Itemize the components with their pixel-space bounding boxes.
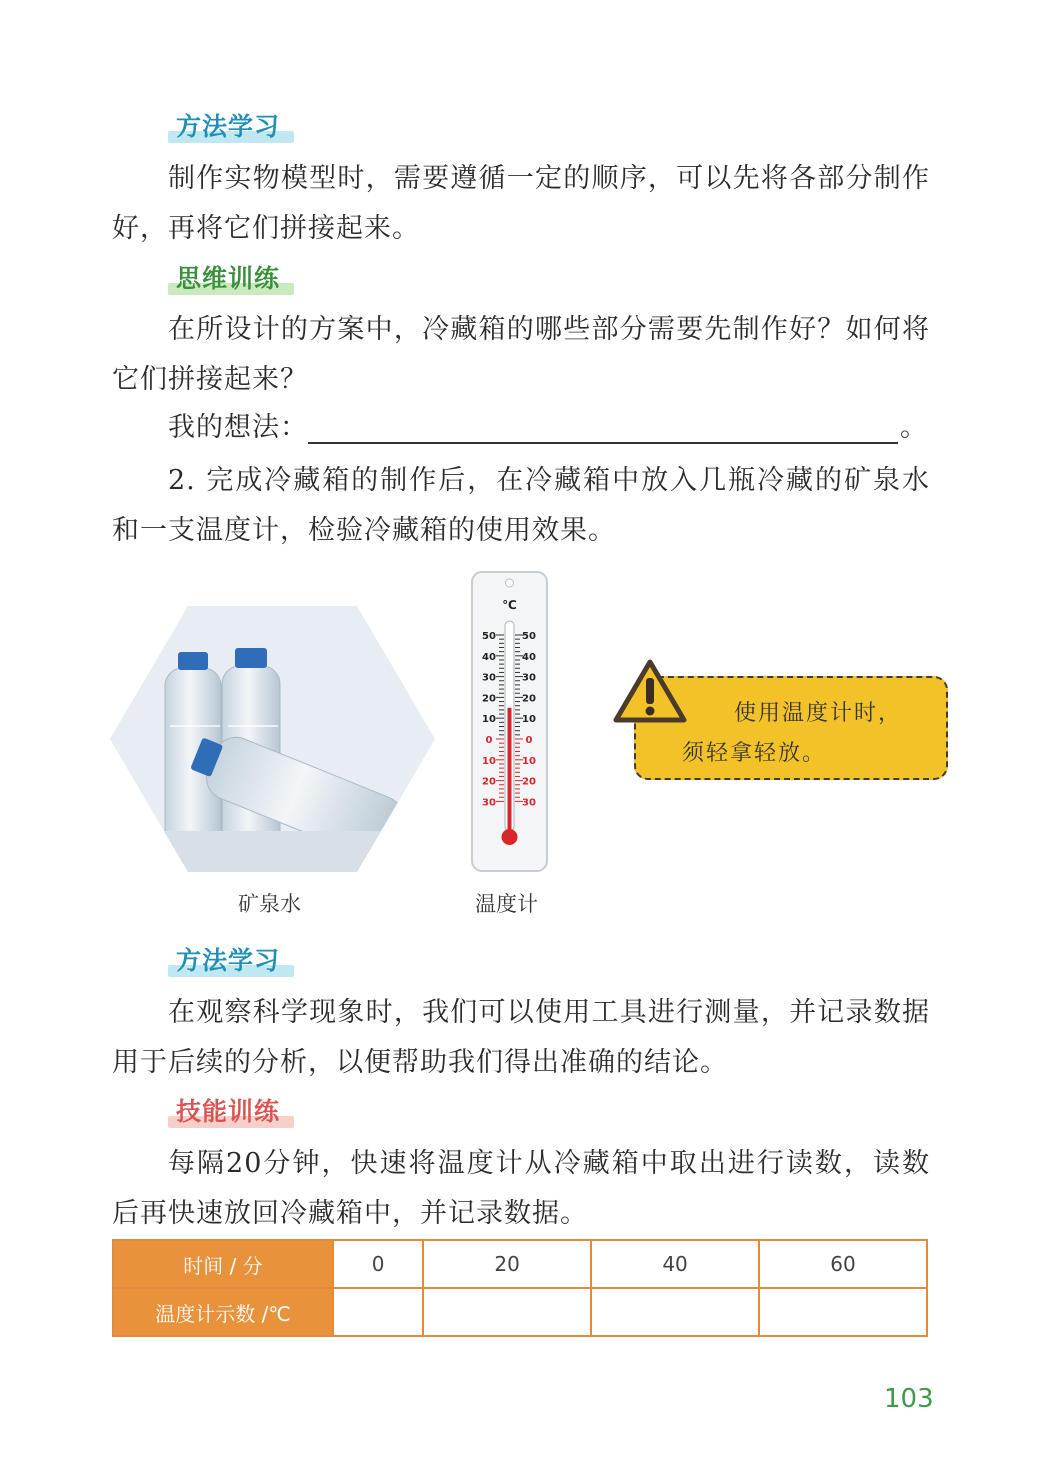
- thermometer-tick-label: 0: [525, 735, 533, 746]
- reading-cell[interactable]: [591, 1288, 759, 1336]
- thermometer-tick-label: 30: [522, 672, 536, 684]
- reading-header: 温度计示数 /℃: [113, 1288, 333, 1336]
- warning-line-1: 使用温度计时，: [734, 701, 903, 726]
- step2-text: 2. 完成冷藏箱的制作后，在冷藏箱中放入几瓶冷藏的矿泉水和一支温度计，检验冷藏箱的使用效果。: [112, 465, 930, 546]
- thermometer-tick-label: 50: [482, 631, 496, 642]
- thermometer-tick-label: 40: [522, 651, 536, 663]
- thermometer-tick-label: 10: [482, 755, 496, 767]
- thermometer-unit: ℃: [502, 598, 517, 612]
- warning-triangle-icon: [613, 658, 687, 724]
- water-bottles-image: [110, 606, 435, 872]
- time-cell: 20: [423, 1240, 591, 1288]
- thermometer-tick-label: 0: [485, 735, 493, 746]
- skill-text: 每隔20分钟，快速将温度计从冷藏箱中取出进行读数，读数后再快速放回冷藏箱中，并记录数据。: [112, 1148, 930, 1229]
- time-header: 时间 / 分: [113, 1240, 333, 1288]
- thinking-title: 思维训练: [168, 262, 288, 296]
- thermometer-tick-label: 20: [482, 693, 496, 705]
- thermometer-tick-label: 50: [522, 631, 536, 642]
- reading-cell[interactable]: [333, 1288, 423, 1336]
- answer-blank-line[interactable]: [308, 442, 898, 444]
- time-cell: 40: [591, 1240, 759, 1288]
- thermometer-tick-label: 20: [522, 776, 536, 788]
- reading-cell[interactable]: [759, 1288, 927, 1336]
- method-title-1: 方法学习: [168, 110, 288, 144]
- thermometer-tick-label: 30: [482, 797, 496, 809]
- thermometer-liquid: [508, 708, 512, 833]
- temperature-record-table: [112, 1239, 928, 1337]
- method-text-2: 在观察科学现象时，我们可以使用工具进行测量，并记录数据用于后续的分析，以便帮助我们得出准确的结论。: [112, 997, 930, 1078]
- warning-line-2: 须轻拿轻放。: [682, 741, 827, 766]
- thermometer-caption: 温度计: [475, 892, 538, 916]
- answer-end-mark: 。: [900, 412, 927, 443]
- water-caption: 矿泉水: [238, 892, 301, 916]
- thermometer-image: [471, 571, 548, 872]
- time-cell: 60: [759, 1240, 927, 1288]
- my-idea-label: 我的想法：: [168, 412, 308, 443]
- thermometer-tick-label: 30: [482, 672, 496, 684]
- method-title-2: 方法学习: [168, 944, 288, 978]
- page-number: 103: [884, 1384, 934, 1414]
- table-row: [113, 1288, 927, 1336]
- skill-title: 技能训练: [168, 1095, 288, 1129]
- thermometer-tick-label: 20: [482, 776, 496, 788]
- thermometer-tick-label: 30: [522, 797, 536, 809]
- reading-cell[interactable]: [423, 1288, 591, 1336]
- method-text-1: 制作实物模型时，需要遵循一定的顺序，可以先将各部分制作好，再将它们拼接起来。: [112, 163, 930, 244]
- time-cell: 0: [333, 1240, 423, 1288]
- thermometer-tick-label: 10: [522, 755, 536, 767]
- thermometer-tick-label: 40: [482, 651, 496, 663]
- table-row: [113, 1240, 927, 1288]
- thermometer-tick-label: 10: [522, 714, 536, 726]
- thermometer-tick-label: 10: [482, 714, 496, 726]
- thinking-text: 在所设计的方案中，冷藏箱的哪些部分需要先制作好？如何将它们拼接起来？: [112, 314, 930, 395]
- thermometer-tick-label: 20: [522, 693, 536, 705]
